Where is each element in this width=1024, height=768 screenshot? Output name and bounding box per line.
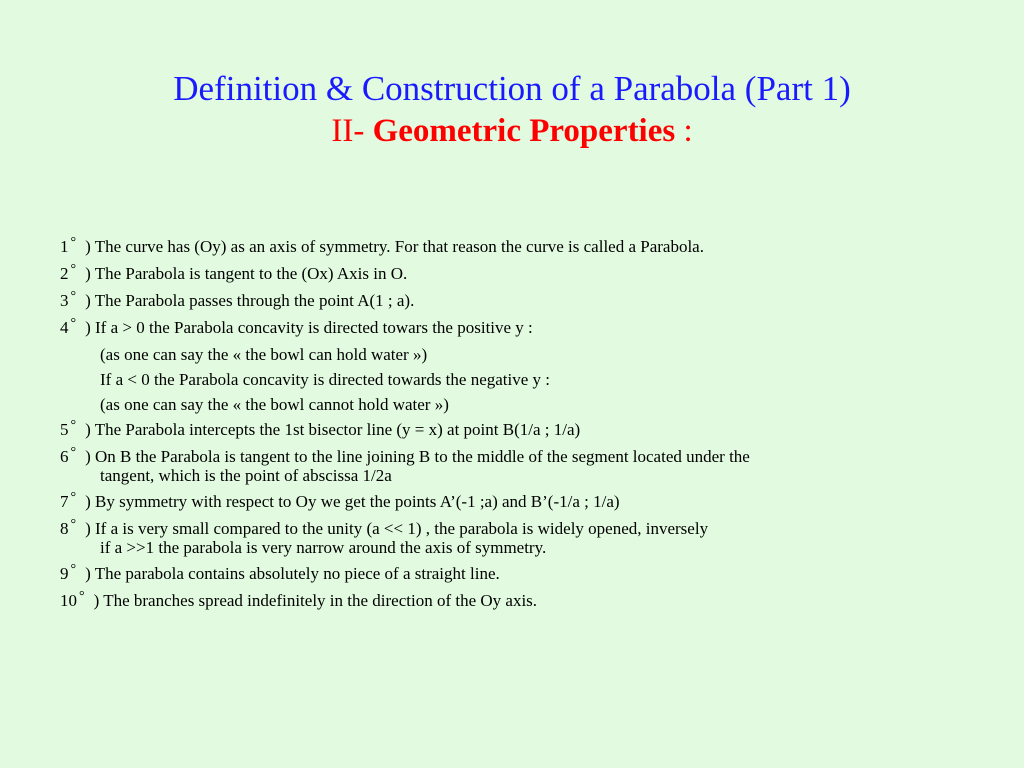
- item-text: ) The Parabola is tangent to the (Ox) Axis in O.: [85, 264, 408, 283]
- degree-symbol: °: [70, 289, 77, 304]
- title-line-1: Definition & Construction of a Parabola (Part 1): [173, 69, 851, 108]
- degree-symbol: °: [70, 562, 77, 577]
- properties-list: [60, 234, 1000, 615]
- item-text: ) If a is very small compared to the unity (a << 1) , the parabola is widely opened, inversely: [85, 519, 709, 538]
- degree-symbol: °: [70, 418, 77, 433]
- item-number: 3: [60, 291, 69, 310]
- item-text: ) If a > 0 the Parabola concavity is directed towars the positive y :: [85, 318, 533, 337]
- item-text: ) By symmetry with respect to Oy we get the points A’(-1 ;a) and B’(-1/a ; 1/a): [85, 492, 620, 511]
- degree-symbol: °: [70, 517, 77, 532]
- degree-symbol: °: [70, 316, 77, 331]
- list-item: [60, 417, 1000, 444]
- degree-symbol: °: [79, 589, 85, 604]
- item-number: 9: [60, 564, 69, 583]
- title-suffix: :: [675, 113, 693, 149]
- degree-symbol: °: [70, 445, 77, 460]
- list-item-subtext: If a < 0 the Parabola concavity is directed towards the negative y :: [100, 370, 551, 389]
- item-number: 2: [60, 264, 69, 283]
- item-text: ) On B the Parabola is tangent to the line joining B to the middle of the segment located under the: [85, 447, 750, 466]
- list-item: [60, 261, 1000, 288]
- list-item: [60, 561, 1000, 588]
- list-item: [60, 315, 1000, 342]
- item-number: 1: [60, 237, 69, 256]
- item-text: ) The Parabola passes through the point A(1 ; a).: [85, 291, 415, 310]
- title-section-name: Geometric Properties: [372, 113, 676, 149]
- item-text: ) The parabola contains absolutely no piece of a straight line.: [85, 564, 500, 583]
- list-item-subtext: (as one can say the « the bowl cannot hold water »): [100, 395, 449, 414]
- degree-symbol: °: [70, 262, 77, 277]
- item-text: ) The Parabola intercepts the 1st bisector line (y = x) at point B(1/a ; 1/a): [85, 420, 581, 439]
- list-item-continuation: tangent, which is the point of abscissa 1/2a: [100, 466, 392, 485]
- item-number: 10: [60, 591, 77, 610]
- item-number: 4: [60, 318, 69, 337]
- title-line-2: [0, 110, 1024, 152]
- title-prefix: II-: [331, 113, 373, 149]
- list-item-continuation: if a >>1 the parabola is very narrow around the axis of symmetry.: [100, 538, 547, 557]
- slide-title: [0, 68, 1024, 152]
- list-item: [60, 234, 1000, 261]
- list-item-subtext: (as one can say the « the bowl can hold water »): [100, 345, 428, 364]
- list-item: [60, 588, 1000, 615]
- item-number: 5: [60, 420, 69, 439]
- item-text: ) The curve has (Oy) as an axis of symmetry. For that reason the curve is called a Parabola.: [85, 237, 704, 256]
- degree-symbol: °: [70, 235, 77, 250]
- item-number: 8: [60, 519, 69, 538]
- item-number: 7: [60, 492, 69, 511]
- list-item: [60, 288, 1000, 315]
- item-text: ) The branches spread indefinitely in the direction of the Oy axis.: [93, 591, 538, 610]
- item-number: 6: [60, 447, 69, 466]
- degree-symbol: °: [70, 490, 77, 505]
- list-item: [60, 489, 1000, 516]
